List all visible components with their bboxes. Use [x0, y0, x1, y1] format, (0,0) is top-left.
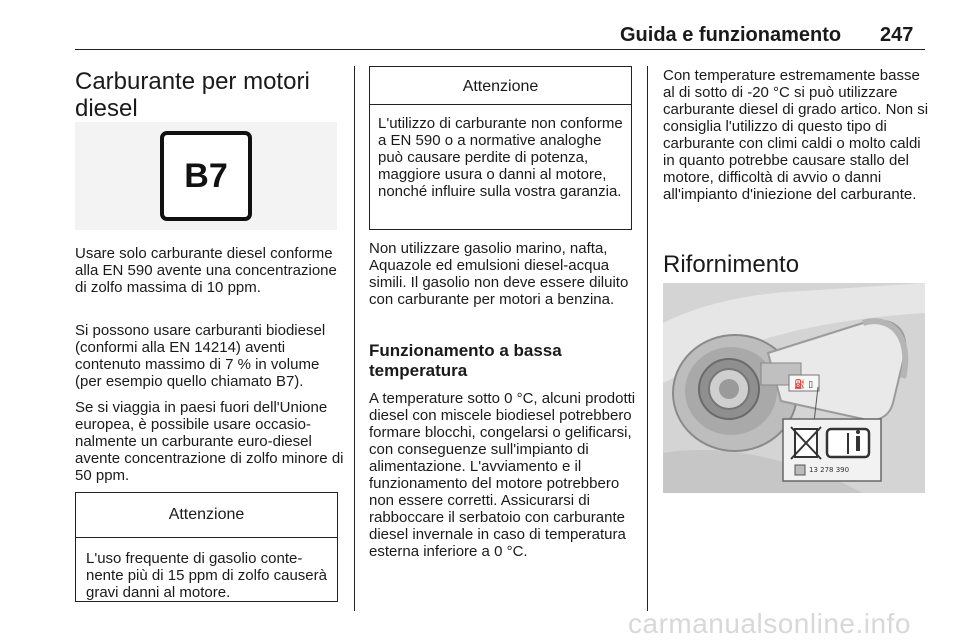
- heading-line-2: diesel: [75, 95, 138, 122]
- paragraph-outside-eu: Se si viaggia in paesi fuori dell'Unione europea, è possibile usare occasionalmente un carburante euro-diesel avente concentrazione di zolfo minore di 50 ppm.: [75, 399, 344, 484]
- b7-symbol-figure: [75, 122, 337, 230]
- column-divider-right: [647, 66, 648, 611]
- b7-label: B7: [184, 156, 228, 195]
- watermark: carmanualsonline.info: [628, 608, 911, 639]
- paragraph-biodiesel: Si possono usare carburanti biodiesel (conformi alla EN 14214) aventi contenuto massimo di 7 % in volume (per esempio quello chiamato B7).: [75, 322, 326, 390]
- warning-text: L'utilizzo di carburante non conforme a EN 590 o a normative analoghe può causare perdite di potenza, maggiore usura o danni al motore, nonché influire sulla vostra garanzia.: [378, 115, 623, 200]
- warning-box-en590: [369, 66, 632, 230]
- owner-manual-icon: [827, 429, 869, 457]
- paragraph-arctic-diesel: Con temperature estremamente basse al di sotto di -20 °C si può utilizzare carburante diesel di grado artico. Non si consiglia l'utilizzo di questo tipo di carburante con climi caldi o molto caldi in quanto potrebbe causare stallo del motore, difficoltà di avvio o danni all'impianto d'iniezione del carburante.: [663, 67, 929, 203]
- warning-box-sulfur: [75, 492, 338, 602]
- section-heading-diesel: [75, 68, 345, 122]
- warning-title: Attenzione: [370, 67, 631, 105]
- column-divider-left: [354, 66, 355, 611]
- b7-fuel-icon: [160, 131, 252, 221]
- paragraph-fuel-standard: Usare solo carburante diesel conforme alla EN 590 avente una concentrazione di zolfo massima di 10 ppm.: [75, 245, 337, 296]
- figure-reference-number: 13 278 390: [809, 466, 850, 474]
- header-rule: [75, 49, 925, 50]
- warning-text: L'uso frequente di gasolio contenente più di 15 ppm di zolfo causerà gravi danni al motore.: [86, 550, 327, 601]
- section-heading-refueling: Rifornimento: [663, 251, 800, 278]
- page-header-title: Guida e funzionamento: [620, 24, 842, 46]
- heading-line-1: Carburante per motori: [75, 68, 310, 95]
- page-number: 247: [880, 24, 914, 46]
- paragraph-marine-diesel: Non utilizzare gasolio marino, nafta, Aquazole ed emulsioni diesel-acqua simili. Il gasolio non deve essere diluito con carburante per motori a benzina.: [369, 240, 629, 308]
- svg-text:⛽ ▯: ⛽ ▯: [794, 380, 814, 390]
- fuel-flap-illustration: [663, 283, 925, 493]
- no-wrong-fuel-icon: [791, 427, 821, 459]
- warning-title: Attenzione: [76, 493, 337, 538]
- subheading-low-temperature: Funzionamento a bassa temperatura: [369, 341, 562, 380]
- paragraph-low-temperature: A temperature sotto 0 °C, alcuni prodotti diesel con miscele biodiesel potrebbero formare blocchi, congelarsi o gelificarsi, con conseguenze sull'impianto di alimentazione. L'avviamento e il funzionamento del motore potrebbero non essere corretti. Assicurarsi di rabboccare il serbatoio con carburante diesel invernale in caso di temperatura esterna inferiore a 0 °C.: [369, 390, 636, 560]
